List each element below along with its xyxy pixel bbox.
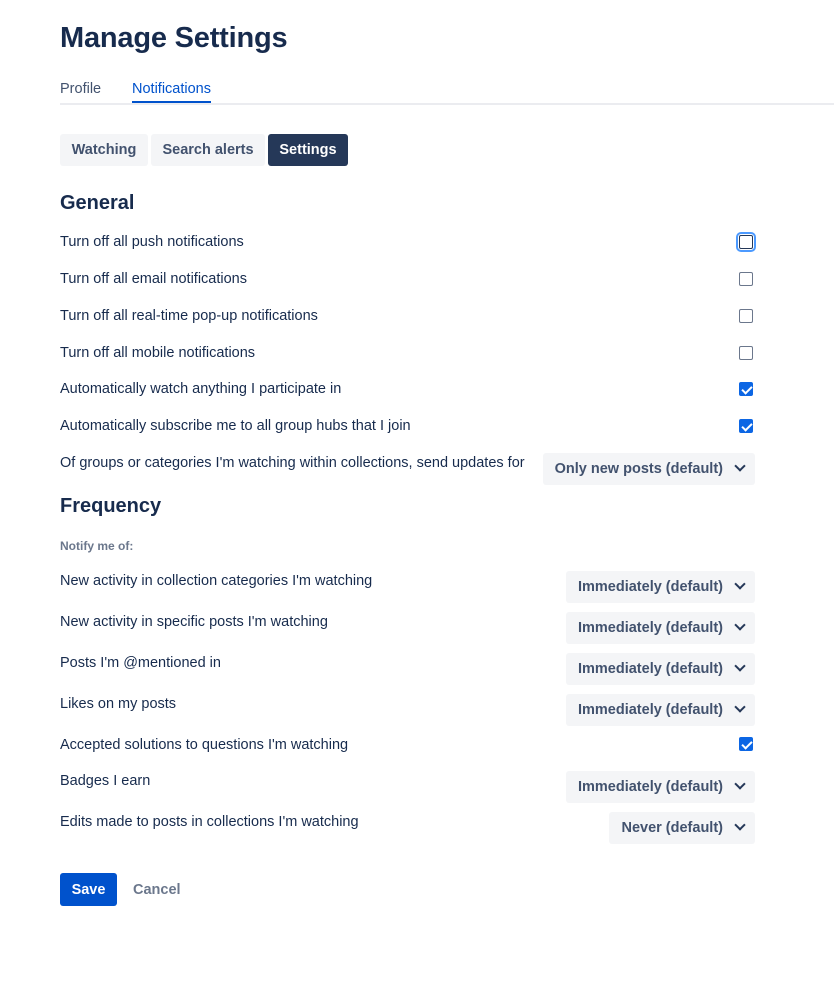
chevron-down-icon	[735, 702, 745, 712]
push-notifications-label: Turn off all push notifications	[60, 234, 244, 250]
collection-updates-value: Only new posts (default)	[554, 461, 723, 477]
page-title: Manage Settings	[60, 22, 288, 54]
save-button[interactable]: Save	[60, 873, 117, 906]
mentions-value: Immediately (default)	[577, 661, 723, 677]
auto-watch-label: Automatically watch anything I participate in	[60, 381, 342, 397]
popup-notifications-label: Turn off all real-time pop-up notifications	[60, 308, 318, 324]
post-activity-select[interactable]	[566, 612, 755, 644]
chevron-down-icon	[735, 620, 745, 630]
popup-notifications-checkbox[interactable]	[739, 309, 753, 323]
chevron-down-icon	[735, 820, 745, 830]
auto-subscribe-label: Automatically subscribe me to all group hubs that I join	[60, 418, 411, 434]
post-activity-value: Immediately (default)	[577, 620, 723, 636]
chevron-down-icon	[735, 579, 745, 589]
mobile-notifications-checkbox[interactable]	[739, 346, 753, 360]
edits-value: Never (default)	[621, 820, 723, 836]
tab-profile[interactable]: Profile	[60, 81, 102, 97]
edits-select[interactable]	[609, 812, 755, 844]
chevron-down-icon	[735, 461, 745, 471]
tabs-divider	[60, 103, 834, 105]
accepted-solutions-checkbox[interactable]	[739, 737, 753, 751]
email-notifications-label: Turn off all email notifications	[60, 271, 247, 287]
auto-watch-checkbox[interactable]	[739, 382, 753, 396]
accepted-solutions-label: Accepted solutions to questions I'm watching	[60, 737, 349, 753]
collection-updates-label: Of groups or categories I'm watching within collections, send updates for	[60, 455, 525, 471]
likes-value: Immediately (default)	[577, 702, 723, 718]
mobile-notifications-label: Turn off all mobile notifications	[60, 345, 256, 361]
mentions-label: Posts I'm @mentioned in	[60, 655, 221, 671]
collection-activity-label: New activity in collection categories I'm watching	[60, 573, 373, 589]
frequency-heading: Frequency	[60, 495, 162, 517]
collection-activity-value: Immediately (default)	[577, 579, 723, 595]
chevron-down-icon	[735, 661, 745, 671]
subtab-search-alerts[interactable]: Search alerts	[151, 134, 265, 166]
email-notifications-checkbox[interactable]	[739, 272, 753, 286]
tab-notifications[interactable]: Notifications	[132, 81, 211, 103]
general-heading: General	[60, 192, 135, 214]
chevron-down-icon	[735, 779, 745, 789]
collection-activity-select[interactable]	[566, 571, 755, 603]
post-activity-label: New activity in specific posts I'm watching	[60, 614, 328, 630]
likes-select[interactable]	[566, 694, 755, 726]
subtab-watching[interactable]: Watching	[60, 134, 148, 166]
auto-subscribe-checkbox[interactable]	[739, 419, 753, 433]
notify-me-of-label: Notify me of:	[60, 539, 134, 553]
edits-label: Edits made to posts in collections I'm watching	[60, 814, 359, 830]
likes-label: Likes on my posts	[60, 696, 177, 712]
badges-select[interactable]	[566, 771, 755, 803]
collection-updates-select[interactable]	[543, 453, 755, 485]
cancel-button[interactable]: Cancel	[133, 881, 181, 898]
subtab-settings[interactable]: Settings	[268, 134, 348, 166]
mentions-select[interactable]	[566, 653, 755, 685]
badges-value: Immediately (default)	[577, 779, 723, 795]
push-notifications-checkbox[interactable]	[739, 235, 753, 249]
badges-label: Badges I earn	[60, 773, 151, 789]
